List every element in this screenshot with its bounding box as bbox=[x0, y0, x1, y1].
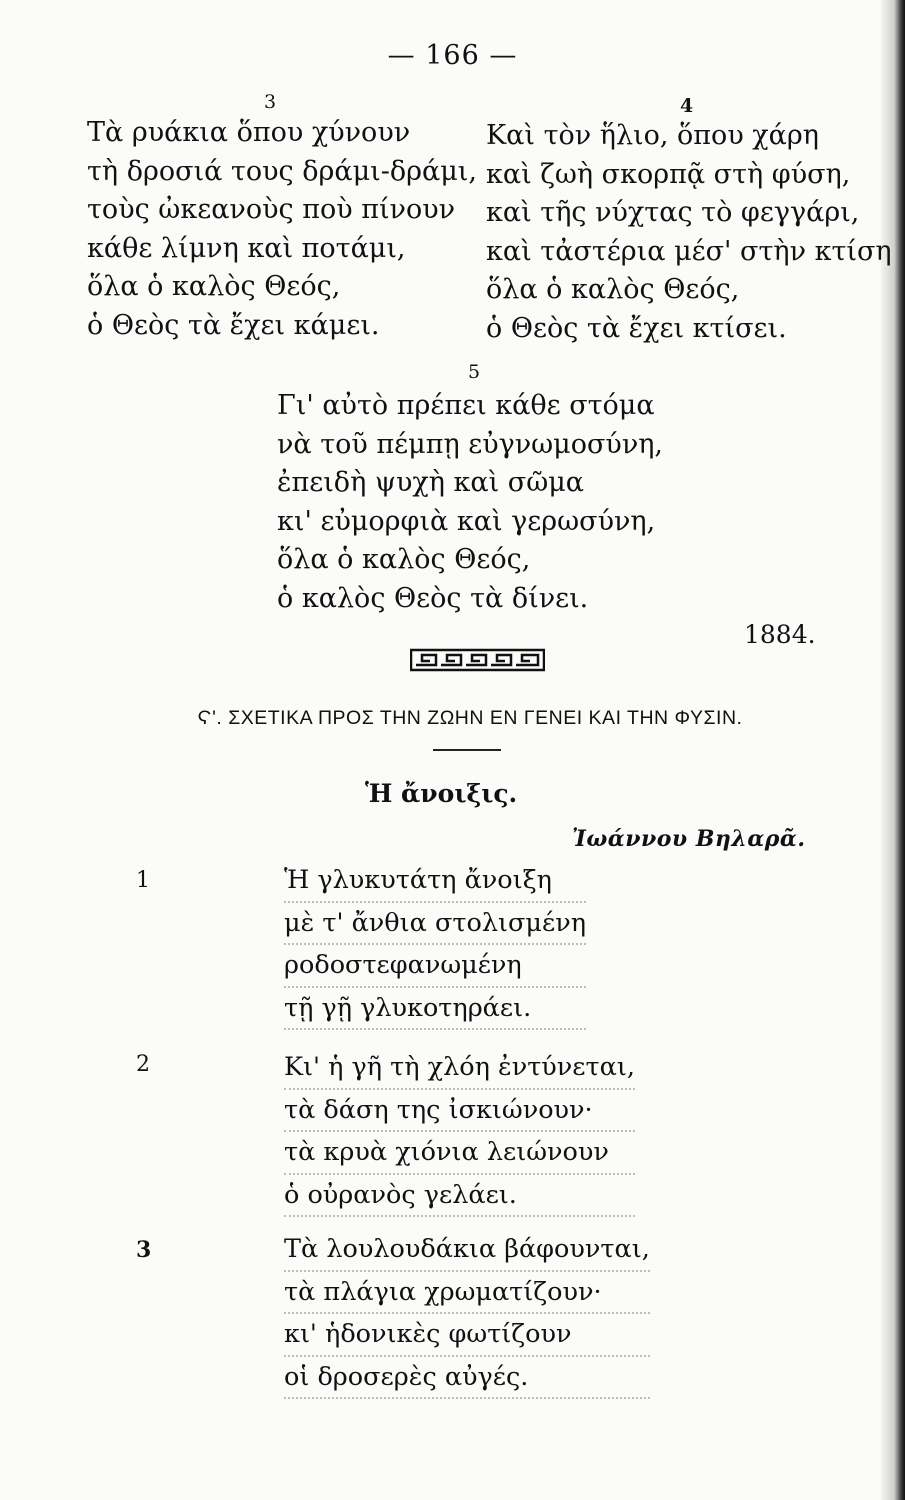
stanza bbox=[277, 387, 663, 618]
verse-line: τὴ δροσιά τους δράμι-δράμι, bbox=[87, 155, 477, 187]
verse-line: τὰ πλάγια χρωματίζουν· bbox=[284, 1272, 650, 1315]
stanza bbox=[284, 1047, 635, 1217]
verse-line: Κι' ἡ γῆ τὴ χλόη ἐντύνεται, bbox=[284, 1047, 635, 1090]
verse-line: ὁ καλὸς Θεὸς τὰ δίνει. bbox=[277, 582, 589, 614]
verse-line: τῇ γῇ γλυκοτηράει. bbox=[284, 988, 586, 1031]
verse-line: Καὶ τὸν ἥλιο, ὅπου χάρη bbox=[486, 120, 819, 151]
verse-line: ὅλα ὁ καλὸς Θεός, bbox=[87, 271, 341, 302]
greek-key-ornament-icon bbox=[410, 648, 545, 672]
verse-line: μὲ τ' ἄνθια στολισμένη bbox=[284, 903, 586, 946]
verse-line: καὶ τῆς νύχτας τὸ φεγγάρι, bbox=[486, 197, 860, 228]
verse-line: κι' ἡδονικὲς φωτίζουν bbox=[284, 1314, 650, 1357]
verse-line: ὁ Θεὸς τὰ ἔχει κάμει. bbox=[87, 309, 380, 341]
stanza bbox=[486, 117, 892, 348]
stanza-number: 3 bbox=[136, 1237, 152, 1263]
verse-line: ὁ Θεὸς τὰ ἔχει κτίσει. bbox=[486, 312, 787, 344]
verse-line: ὅλα ὁ καλὸς Θεός, bbox=[277, 544, 531, 575]
verse-line: νὰ τοῦ πέμπῃ εὐγνωμοσύνη, bbox=[277, 428, 663, 460]
section-heading: Ϛ'. ΣΧΕΤΙΚΑ ΠΡΟΣ ΤΗΝ ΖΩΗΝ ΕΝ ΓΕΝΕΙ ΚΑΙ ΤΗΝ ΦΥΣΙΝ. bbox=[197, 707, 743, 729]
verse-line: καὶ τἀστέρια μέσ' στὴν κτίση bbox=[486, 235, 892, 267]
poem-author: Ἰωάννου Βηλαρᾶ. bbox=[572, 826, 806, 852]
verse-line: Τὰ ρυάκια ὅπου χύνουν bbox=[87, 117, 411, 148]
verse-line: ὁ οὐρανὸς γελάει. bbox=[284, 1175, 635, 1218]
stanza-number: 1 bbox=[136, 868, 150, 893]
verse-line: κι' εὐμορφιὰ καὶ γερωσύνη, bbox=[277, 505, 656, 537]
stanza-number: 2 bbox=[136, 1052, 150, 1077]
verse-line: κάθε λίμνη καὶ ποτάμι, bbox=[87, 232, 406, 264]
verse-line: Τὰ λουλουδάκια βάφουνται, bbox=[284, 1229, 650, 1272]
verse-line: τὰ κρυὰ χιόνια λειώνουν bbox=[284, 1132, 635, 1175]
page-number: — 166 — bbox=[387, 40, 518, 71]
verse-line: τοὺς ὠκεανοὺς ποὺ πίνουν bbox=[87, 194, 456, 225]
verse-line: Γι' αὐτὸ πρέπει κάθε στόμα bbox=[277, 390, 655, 421]
verse-line: καὶ ζωὴ σκορπᾷ στὴ φύση, bbox=[486, 158, 851, 190]
year: 1884. bbox=[744, 620, 816, 649]
stanza bbox=[284, 860, 586, 1030]
stanza-number: 3 bbox=[264, 91, 277, 113]
stanza bbox=[284, 1229, 650, 1399]
verse-line: ἐπειδὴ ψυχὴ καὶ σῶμα bbox=[277, 467, 585, 498]
stanza-number: 5 bbox=[468, 361, 481, 383]
verse-line: οἱ δροσερὲς αὐγές. bbox=[284, 1357, 650, 1400]
stanza bbox=[87, 114, 477, 345]
divider bbox=[433, 749, 501, 751]
verse-line: τὰ δάση της ἰσκιώνουν· bbox=[284, 1090, 635, 1133]
verse-line: ροδοστεφανωμένη bbox=[284, 945, 586, 988]
verse-line: Ἡ γλυκυτάτη ἄνοιξη bbox=[284, 860, 586, 903]
verse-line: ὅλα ὁ καλὸς Θεός, bbox=[486, 274, 740, 305]
stanza-number: 4 bbox=[680, 95, 694, 117]
poem-title: Ἡ ἄνοιξις. bbox=[365, 779, 518, 808]
